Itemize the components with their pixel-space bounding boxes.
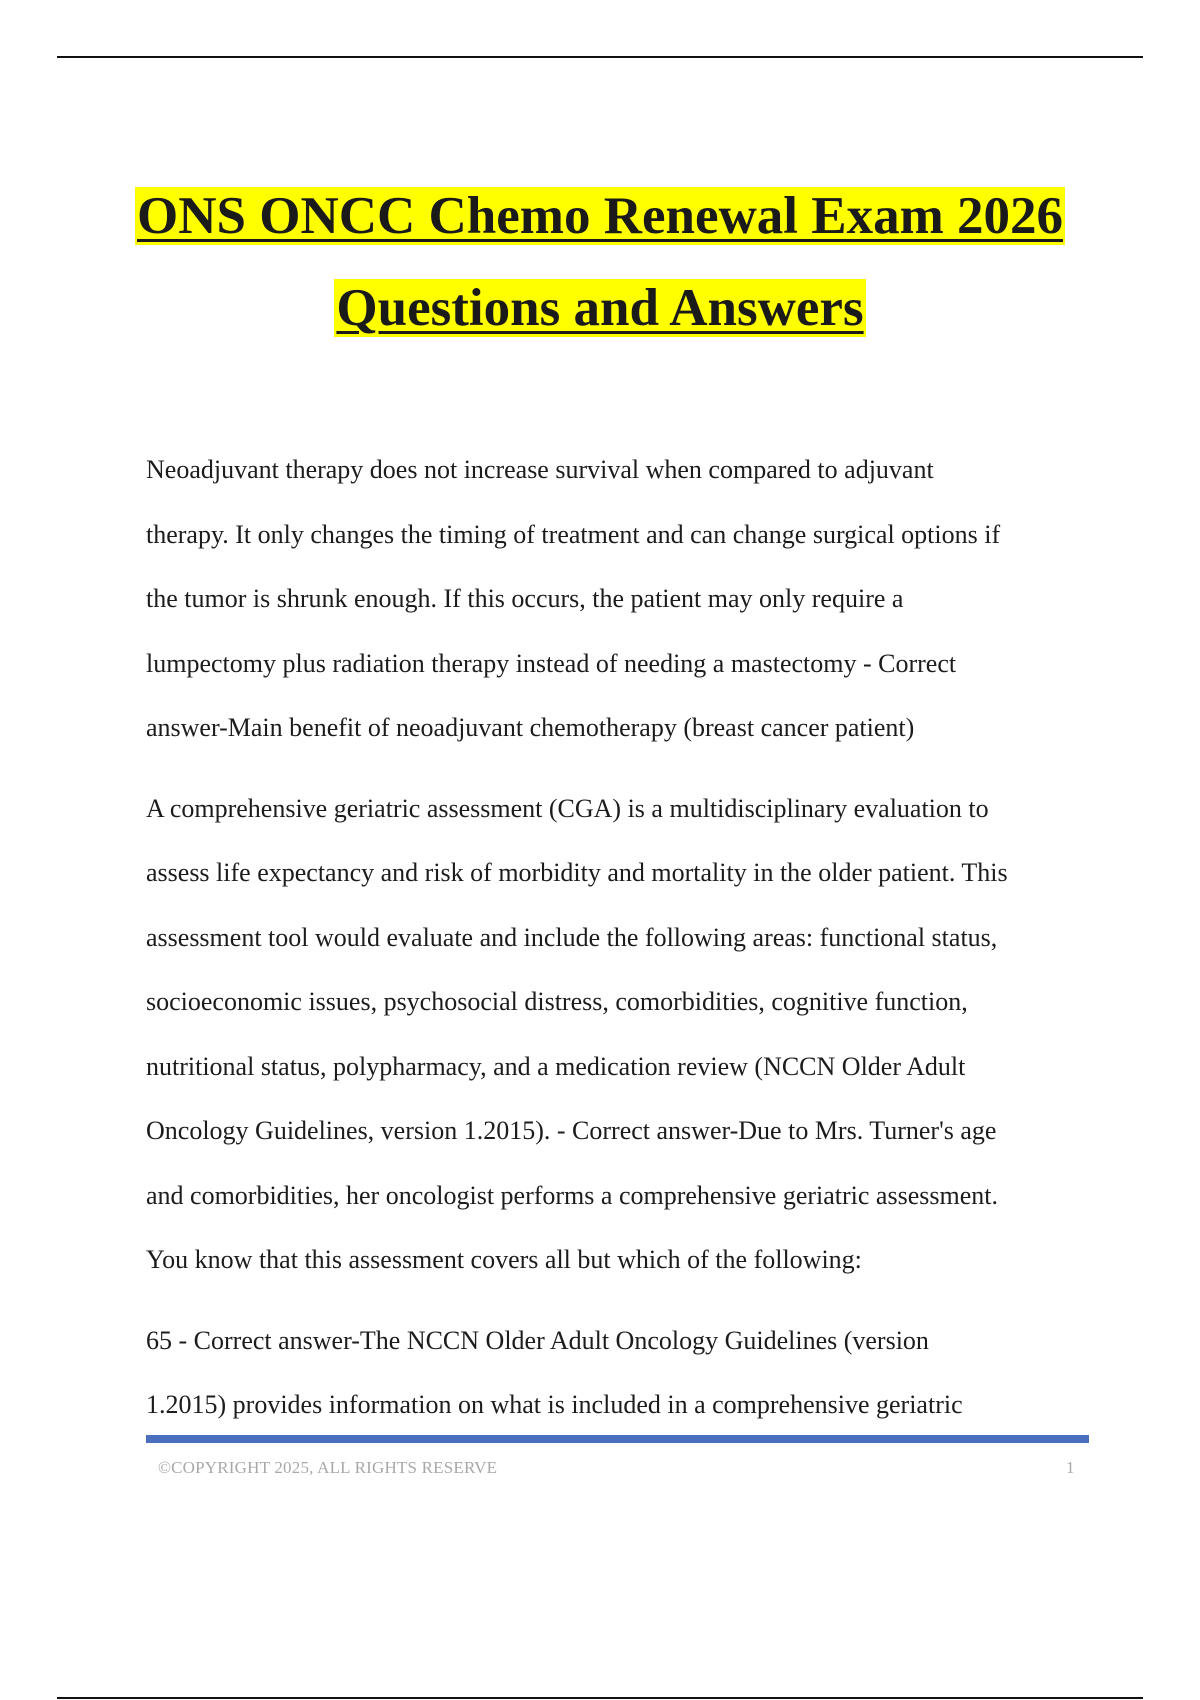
footer-page-number: 1 [1066, 1458, 1075, 1477]
page-title [0, 170, 1200, 354]
document-body [146, 438, 1094, 1454]
title-line-1-text: ONS ONCC Chemo Renewal Exam 2026 [137, 187, 1063, 245]
title-line-2 [0, 262, 1200, 354]
page-top-rule [57, 56, 1143, 58]
footer-accent-bar [146, 1435, 1089, 1443]
paragraph-neoadjuvant: Neoadjuvant therapy does not increase survival when compared to adjuvant therapy. It only changes the timing of treatment and can change surgical options if the tumor is shrunk enough. If this occurs, the patient may only require a lumpectomy plus radiation therapy instead of needing a mastectomy - Correct answer-Main benefit of neoadjuvant chemotherapy (breast cancer patient) [146, 455, 1001, 742]
title-line-2-text: Questions and Answers [336, 279, 864, 337]
page-bottom-rule [57, 1697, 1143, 1699]
paragraph-geriatric-assessment: A comprehensive geriatric assessment (CGA) is a multidisciplinary evaluation to assess life expectancy and risk of morbidity and mortality in the older patient. This assessment tool would evaluate and include the following areas: functional status, socioeconomic issues, psychosocial distress, comorbidities, cognitive function, nutritional status, polypharmacy, and a medication review (NCCN Older Adult Oncology Guidelines, version 1.2015). - Correct answer-Due to Mrs. Turner's age and comorbidities, her oncologist performs a comprehensive geriatric assessment. You know that this assessment covers all but which of the following: [146, 793, 1008, 1274]
title-line-1 [0, 170, 1200, 262]
paragraph-nccn-guidelines: 65 - Correct answer-The NCCN Older Adult Oncology Guidelines (version 1.2015) provides information on what is included in a comprehensive geriatric [146, 1325, 963, 1419]
footer-copyright: ©COPYRIGHT 2025, ALL RIGHTS RESERVE [158, 1458, 498, 1477]
